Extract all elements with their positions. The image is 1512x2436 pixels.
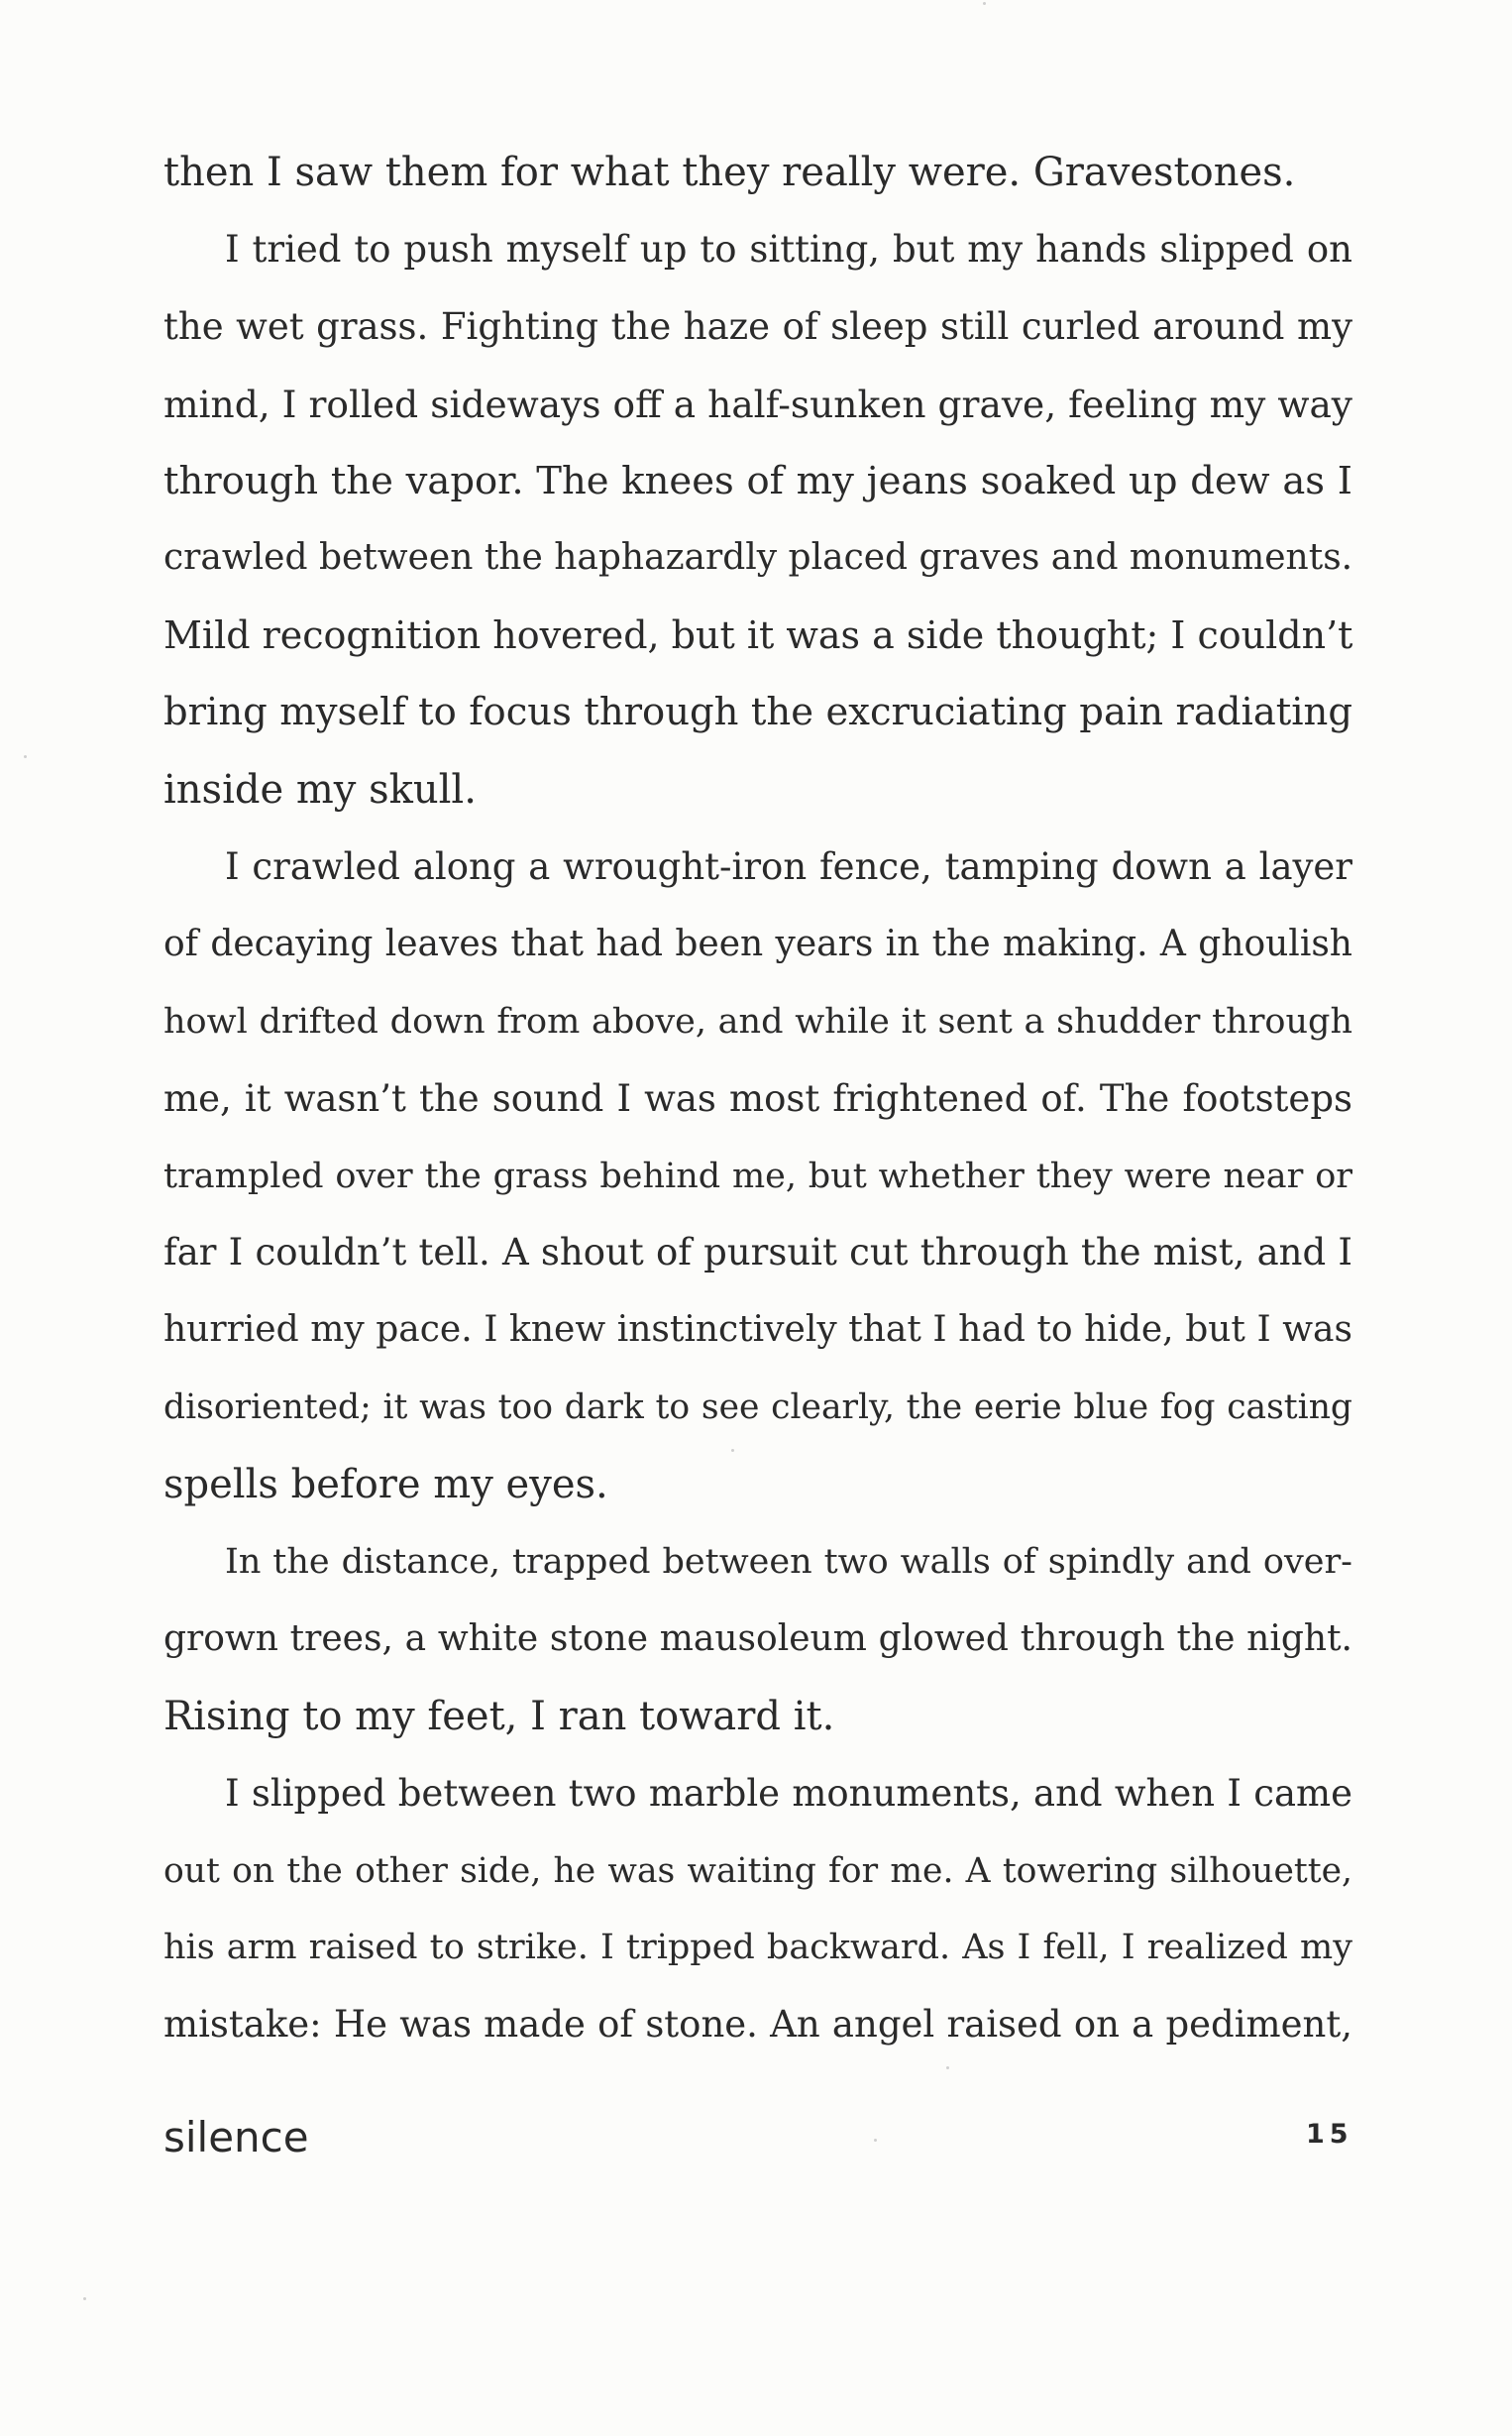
scan-speck [983, 2, 986, 5]
text-line: howl drifted down from above, and while it sent a shudder through [163, 1001, 1352, 1042]
text-line: me, it wasn’t the sound I was most frightened of. The footsteps [163, 1076, 1352, 1120]
text-line: I tried to push myself up to sitting, but my hands slipped on [225, 227, 1352, 271]
text-line: of decaying leaves that had been years in the making. A ghoulish [163, 923, 1352, 964]
text-line: mind, I rolled sideways off a half-sunken grave, feeling my way [163, 382, 1352, 426]
text-line: inside my skull. [163, 767, 477, 814]
body-text [163, 144, 1352, 2073]
text-line: I slipped between two marble monuments, and when I came [225, 1771, 1352, 1815]
text-line: hurried my pace. I knew instinctively that I had to hide, but I was [163, 1309, 1352, 1351]
scan-speck [874, 2139, 877, 2142]
text-line: crawled between the haphazardly placed graves and monuments. [163, 537, 1353, 579]
text-line: far I couldn’t tell. A shout of pursuit cut through the mist, and I [163, 1231, 1352, 1274]
running-footer-title: silence [163, 2113, 309, 2161]
text-line: mistake: He was made of stone. An angel raised on a pediment, [163, 2003, 1352, 2047]
page-number: 15 [1306, 2119, 1353, 2150]
text-line: Mild recognition hovered, but it was a side thought; I couldn’t [163, 613, 1353, 658]
scan-speck [24, 755, 27, 758]
text-line: out on the other side, he was waiting for me. A towering silhouette, [163, 1850, 1352, 1891]
text-line: Rising to my feet, I ran toward it. [163, 1693, 835, 1739]
text-line: spells before my eyes. [163, 1462, 608, 1508]
text-line: bring myself to focus through the excruciating pain radiating [163, 690, 1352, 735]
text-line: through the vapor. The knees of my jeans soaked up dew as I [163, 458, 1352, 503]
text-line: then I saw them for what they really were. Gravestones. [163, 150, 1296, 195]
text-line: I crawled along a wrought-iron fence, tamping down a layer [225, 845, 1352, 889]
scan-speck [83, 2297, 86, 2300]
text-line: disoriented; it was too dark to see clearly, the eerie blue fog casting [163, 1387, 1352, 1428]
text-line: grown trees, a white stone mausoleum glowed through the night. [163, 1617, 1352, 1659]
text-line: the wet grass. Fighting the haze of sleep still curled around my [163, 304, 1352, 348]
text-line: his arm raised to strike. I tripped backward. As I fell, I realized my [163, 1928, 1352, 1968]
text-line: In the distance, trapped between two walls of spindly and over- [225, 1542, 1352, 1583]
text-line: trampled over the grass behind me, but whether they were near or [163, 1156, 1352, 1196]
